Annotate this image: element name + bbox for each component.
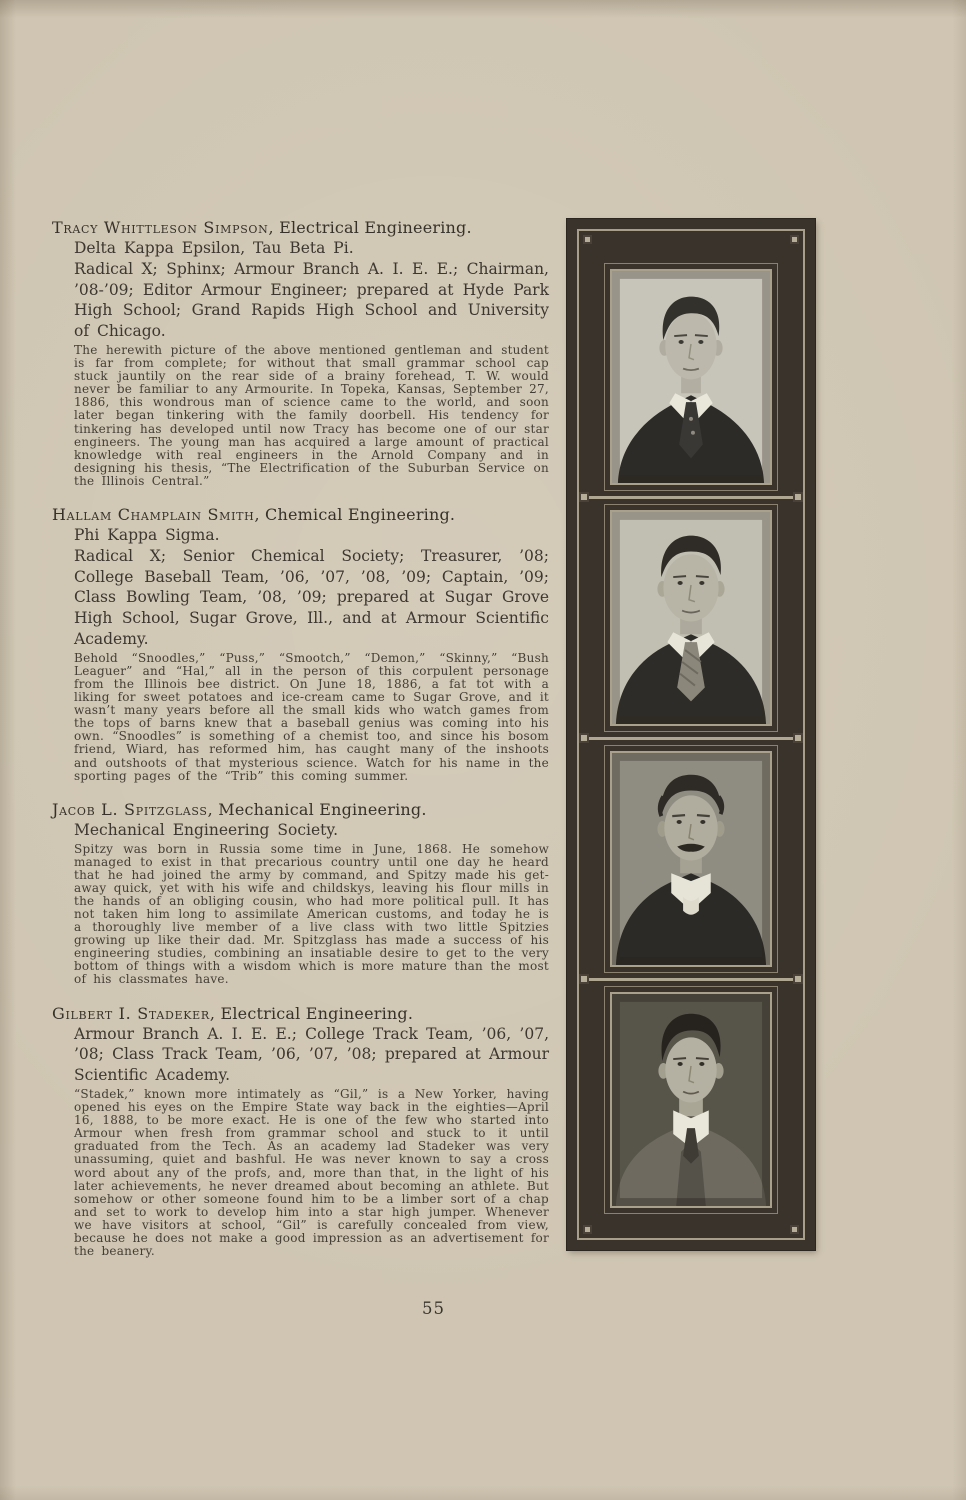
name-degree-separator: ,	[254, 505, 266, 525]
affiliation-line: Radical X; Sphinx; Armour Branch A. I. E. E.; Chairman, ’08-’09; Editor Armour Engineer; prepared at Hyde Park High School; Grand Rapids High School and University of Chicago.	[74, 259, 549, 341]
portrait-photo-simpson	[610, 269, 772, 485]
affiliation-line: Mechanical Engineering Society.	[74, 820, 339, 839]
name-degree-separator: ,	[268, 218, 280, 237]
entry-stadeker	[52, 1003, 549, 1259]
student-name: Tracy Whittleson Simpson	[52, 218, 269, 237]
affiliation-line: Armour Branch A. I. E. E.; College Track Team, ’06, ’07, ’08; Class Track Team, ’06, ’07, ’08; prepared at Armour Scientific Academy.	[74, 1024, 549, 1085]
portrait-illustration	[612, 753, 770, 965]
entry-smith	[52, 504, 549, 783]
frame-corner-ornament	[790, 1225, 799, 1234]
frame-divider	[584, 496, 798, 499]
entry-heading	[52, 504, 549, 525]
affiliation-line: Radical X; Senior Chemical Society; Treasurer, ’08; College Baseball Team, ’06, ’07, ’08, ’09; Captain, ’09; Class Bowling Team, ’08, ’09; prepared at Sugar Grove High School, Sugar Grove, Ill., and at Armour Scientific Academy.	[74, 546, 549, 648]
name-degree-separator: ,	[207, 799, 219, 819]
degree-label: Electrical Engineering.	[220, 1003, 414, 1023]
student-name: Gilbert I. Stadeker	[52, 1003, 210, 1023]
entry-heading	[52, 799, 549, 820]
affiliation-line: Phi Kappa Sigma.	[74, 526, 220, 545]
frame-divider	[584, 978, 798, 981]
affiliation-line: Delta Kappa Epsilon, Tau Beta Pi.	[74, 239, 354, 257]
entry-heading	[52, 217, 549, 238]
biography-paragraph: The herewith picture of the above mentioned gentleman and student is far from complete; for without that small grammar school cap stuck jauntily on the rear side of a brainy forehead, T. W. would never be familiar to any Armourite. In Topeka, Kansas, September 27, 1886, this wondrous man of science came to the world, and soon later began tinkering with the family doorbell. His tendency for tinkering has developed until now Tracy has become one of our star engineers. The young man has acquired a large amount of practical knowledge with real engineers in the Arnold Company and in designing his thesis, “The Electrification of the Suburban Service on the Illinois Central.”	[74, 342, 549, 488]
entry-heading	[52, 1003, 549, 1024]
biography-column	[52, 217, 549, 1274]
portrait-list	[610, 269, 772, 1208]
degree-label: Electrical Engineering.	[279, 218, 472, 237]
frame-corner-ornament	[583, 235, 592, 244]
portrait-frame-strip	[567, 219, 815, 1250]
frame-divider	[584, 737, 798, 740]
portrait-illustration	[612, 512, 770, 724]
portrait-illustration	[612, 994, 770, 1206]
portrait-photo-stadeker	[610, 992, 772, 1208]
degree-label: Mechanical Engineering.	[218, 799, 427, 819]
portrait-photo-spitzglass	[610, 751, 772, 967]
frame-corner-ornament	[790, 235, 799, 244]
student-name: Hallam Champlain Smith	[52, 505, 255, 525]
frame-corner-ornament	[583, 1225, 592, 1234]
entry-spitzglass	[52, 799, 549, 987]
name-degree-separator: ,	[209, 1003, 221, 1023]
biography-paragraph: “Stadek,” known more intimately as “Gil,” is a New Yorker, having opened his eyes on the Empire State way back in the eighties—April 16, 1888, to be more exact. He is one of the few who started into Armour when fresh from grammar school and stuck to it until graduated from the Tech. As an academy lad Stadeker was very unassuming, quiet and bashful. He was never known to say a cross word about any of the profs, and, more than that, in the light of his later achievements, he never dreamed about becoming an athlete. But somehow or other someone found him to be a limber sort of a chap and set to work to develop him into a star high jumper. Whenever we have visitors at school, “Gil” is carefully concealed from view, because he does not make a good impression as an advertisement for the beanery.	[74, 1086, 549, 1259]
biography-paragraph: Behold “Snoodles,” “Puss,” “Smootch,” “Demon,” “Skinny,” “Bush Leaguer” and “Hal,” all in the person of this corpulent personage from the Illinois bee district. On June 18, 1886, a fat tot with a liking for sweet potatoes and ice-cream came to Sugar Grove, and it wasn’t many years before all the small kids who watch games from the tops of barns knew that a baseball genius was coming into his own. “Snoodles” is something of a chemist too, and since his bosom friend, Wiard, has reformed him, has caught many of the inshoots and outshoots of that mysterious science. Watch for his name in the sporting pages of the “Trib” this coming summer.	[74, 650, 549, 783]
portrait-illustration	[612, 271, 770, 483]
page-number: 55	[422, 1299, 445, 1318]
student-name: Jacob L. Spitzglass	[52, 799, 208, 819]
degree-label: Chemical Engineering.	[265, 505, 456, 525]
biography-paragraph: Spitzy was born in Russia some time in June, 1868. He somehow managed to exist in that precarious country until one day he heard that he had joined the army by command, and Spitzy made his get-away quick, yet with his wife and childskys, leaving his flour mills in the hands of an obliging cousin, who had more political pull. It has not taken him long to assimilate American customs, and today he is a thoroughly live member of a live class with two little Spitzies growing up like their dad. Mr. Spitzglass has made a success of his engineering studies, combining an insatiable desire to get to the very bottom of things with a wisdom which is more mature than the most of his classmates have.	[74, 841, 549, 987]
portrait-photo-smith	[610, 510, 772, 726]
entry-simpson	[52, 217, 549, 488]
